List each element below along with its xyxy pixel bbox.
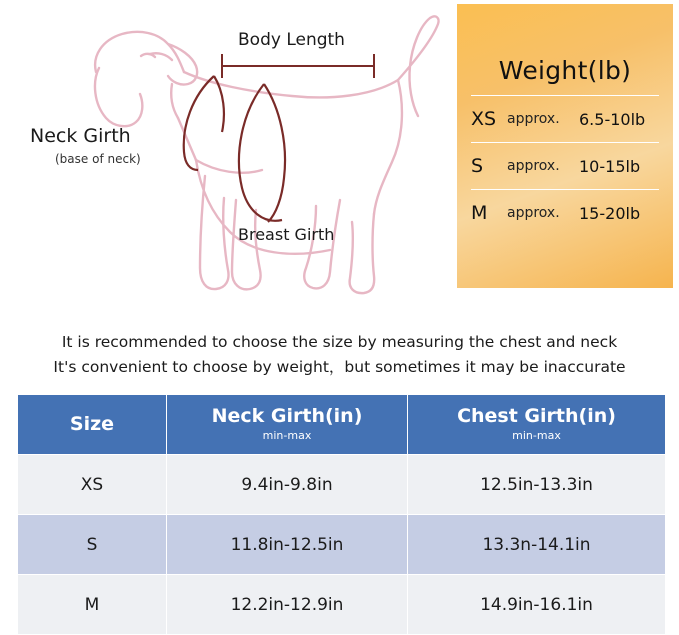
table-header-chest-girth: Chest Girth(in) min-max [408,395,666,455]
weight-row-value: 15-20lb [579,203,641,223]
weight-panel-rows [457,95,673,236]
weight-row-approx: approx. [507,158,560,174]
cell-neck: 12.2in-12.9in [167,575,408,635]
weight-panel-title: Weight(lb) [498,56,632,85]
recommendation-line-1: It is recommended to choose the size by measuring the chest and neck [61,333,618,351]
illustration-area [0,0,679,310]
label-neck-girth: Neck Girth [30,125,131,147]
weight-row-approx: approx. [507,111,560,127]
weight-row-value: 6.5-10lb [579,109,646,129]
size-chart-table [17,394,666,635]
cell-size: M [18,575,167,635]
weight-row [471,95,659,142]
label-neck-girth-sub: (base of neck) [55,152,141,166]
cell-size: S [18,515,167,575]
table-row [18,575,666,635]
table-header-row [18,395,666,455]
cell-chest: 13.3n-14.1in [408,515,666,575]
table-header-size: Size [18,395,167,455]
label-body-length: Body Length [238,30,345,50]
table-header-neck-girth: Neck Girth(in) min-max [167,395,408,455]
cell-neck: 9.4in-9.8in [167,455,408,515]
weight-row-size: XS [471,108,497,130]
table-row [18,515,666,575]
label-breast-girth: Breast Girth [238,225,335,244]
weight-row-size: S [471,155,484,177]
cell-chest: 12.5in-13.3in [408,455,666,515]
weight-row-size: M [471,202,488,224]
recommendation-text [0,330,679,380]
weight-row [471,142,659,189]
table-row [18,455,666,515]
recommendation-line-2: It's convenient to choose by weight，but sometimes it may be inaccurate [53,358,626,376]
weight-row-value: 10-15lb [579,156,641,176]
cell-chest: 14.9in-16.1in [408,575,666,635]
weight-row [471,189,659,236]
weight-panel [457,4,673,288]
cell-neck: 11.8in-12.5in [167,515,408,575]
weight-row-approx: approx. [507,205,560,221]
cell-size: XS [18,455,167,515]
breast-girth-measure-loop [220,78,330,238]
